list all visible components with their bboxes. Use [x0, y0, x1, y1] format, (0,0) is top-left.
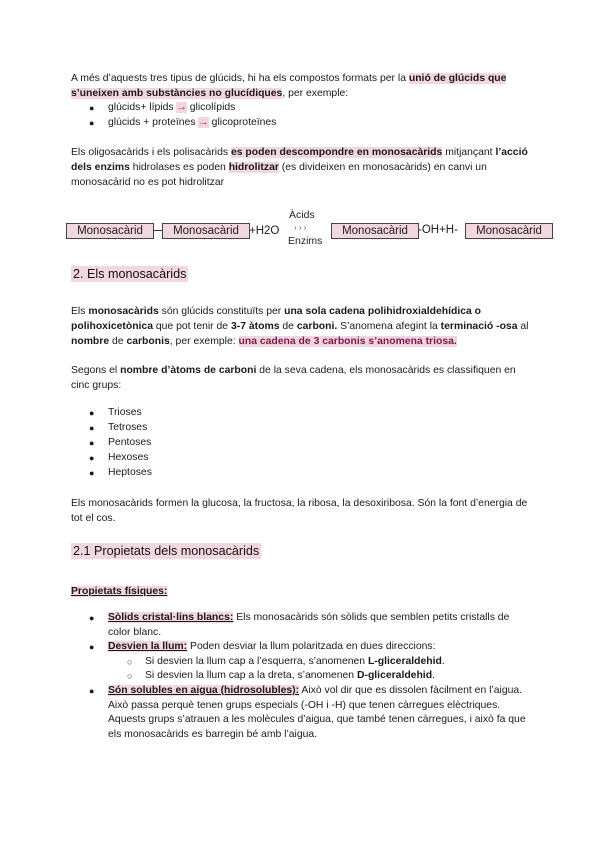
list-item: ● glúcids+ lípids → glicolípids	[108, 101, 235, 116]
property-item: ● Sòlids cristal·lins blancs: Els monosacàrids són sòlids que semblen petits cristalls de color blanc.	[89, 612, 510, 638]
monosaccharides-definition: Els monosacàrids són glúcids constituïts per una sola cadena polihidroxialdehídica o polihoxicetònica que pot tenir de 3-7 àtoms de carboni. S’anomena afegint la terminació -osa al nombre de carbonis, per exemple: una cadena de 3 carbonis s’anomena triosa.	[71, 306, 529, 347]
property-item: ● Desvien la llum: Poden desviar la llum polaritzada en dues direccions:	[108, 640, 526, 655]
list-item: ● Trioses	[108, 406, 142, 421]
monosaccharide-box-3: Monosacàrid	[331, 223, 419, 239]
physical-properties-heading: Propietats físiques:	[71, 586, 168, 597]
acids-label: Àcids	[289, 209, 315, 221]
list-item: ● glúcids + proteïnes → glicoproteïnes	[108, 116, 276, 131]
property-item: ● Són solubles en aigua (hidrosolubles): Això vol dir que es dissolen fàcilment en l’aigua. Això passa perquè tenen grups especials (-OH i -H) que tenen càrregues elèctriques. Aquests grups s’atrauen a les molècules d’aigua, que també tenen càrregues, i això fa que els monosacàrids es barregin bé amb l’aigua.	[89, 685, 526, 740]
monosaccharide-box-2: Monosacàrid	[162, 223, 250, 239]
monosaccharide-box-1: Monosacàrid	[66, 223, 154, 239]
bullet-icon: ●	[89, 453, 95, 463]
hydrolysis-paragraph: Els oligosacàrids i els polisacàrids es poden descompondre en monosacàrids mitjançant l’acció dels enzims hidrolases es poden hidrolitzar (es divideixen en monosacàrids) en canvi un monosacàrid no es pot hidrolitzar	[71, 147, 528, 188]
sub-list-item: ○ Si desvien la llum cap a la dreta, s’anomenen D-gliceraldehid.	[145, 669, 525, 684]
sub-list-item: ○ Si desvien la llum cap a l’esquerra, s’anomenen L-gliceraldehid.	[145, 655, 525, 670]
circle-bullet-icon: ○	[127, 657, 133, 667]
subsection-title: 2.1 Propietats dels monosacàrids	[73, 544, 260, 558]
oh-h-label: -OH+H-	[418, 224, 458, 236]
intro-highlight: unió de glúcids que s’uneixen amb substàncies no glucídiques	[71, 73, 507, 99]
reaction-arrow-icon: › › ›	[294, 223, 307, 232]
monosaccharide-box-4: Monosacàrid	[465, 223, 553, 239]
intro-text: A més d’aquests tres tipus de glúcids, hi ha els compostos formats per la	[71, 73, 409, 84]
bullet-icon: ●	[89, 423, 95, 433]
bullet-icon: ●	[89, 468, 95, 478]
intro-text-end: , per exemple:	[282, 88, 349, 99]
arrow-icon: →	[198, 117, 209, 128]
list-item: ● Tetroses	[108, 421, 147, 436]
bullet-icon: ●	[89, 438, 95, 448]
enzymes-label: Enzims	[288, 235, 323, 247]
bullet-icon: ●	[89, 103, 95, 113]
bullet-icon: ●	[89, 642, 95, 652]
list-item: ● Hexoses	[108, 451, 148, 466]
bullet-icon: ●	[89, 686, 95, 696]
intro-paragraph	[71, 71, 531, 101]
bullet-icon: ●	[89, 118, 95, 128]
arrow-icon: →	[176, 102, 187, 113]
classification-paragraph: Segons el nombre d’àtoms de carboni de la seva cadena, els monosacàrids es classifiquen en cinc grups:	[71, 365, 516, 391]
monosaccharides-examples: Els monosacàrids formen la glucosa, la fructosa, la ribosa, la desoxiribosa. Són la font d’energia de tot el cos.	[71, 498, 528, 524]
bullet-icon: ●	[89, 408, 95, 418]
example-highlight: una cadena de 3 carbonis s’anomena triosa.	[238, 336, 457, 347]
circle-bullet-icon: ○	[127, 671, 133, 681]
list-item: ● Pentoses	[108, 436, 151, 451]
bond-line	[153, 230, 162, 231]
section-title: 2. Els monosacàrids	[73, 267, 187, 281]
plus-water-label: +H2O	[249, 225, 280, 237]
bullet-icon: ●	[89, 613, 95, 623]
list-item: ● Heptoses	[108, 466, 152, 481]
